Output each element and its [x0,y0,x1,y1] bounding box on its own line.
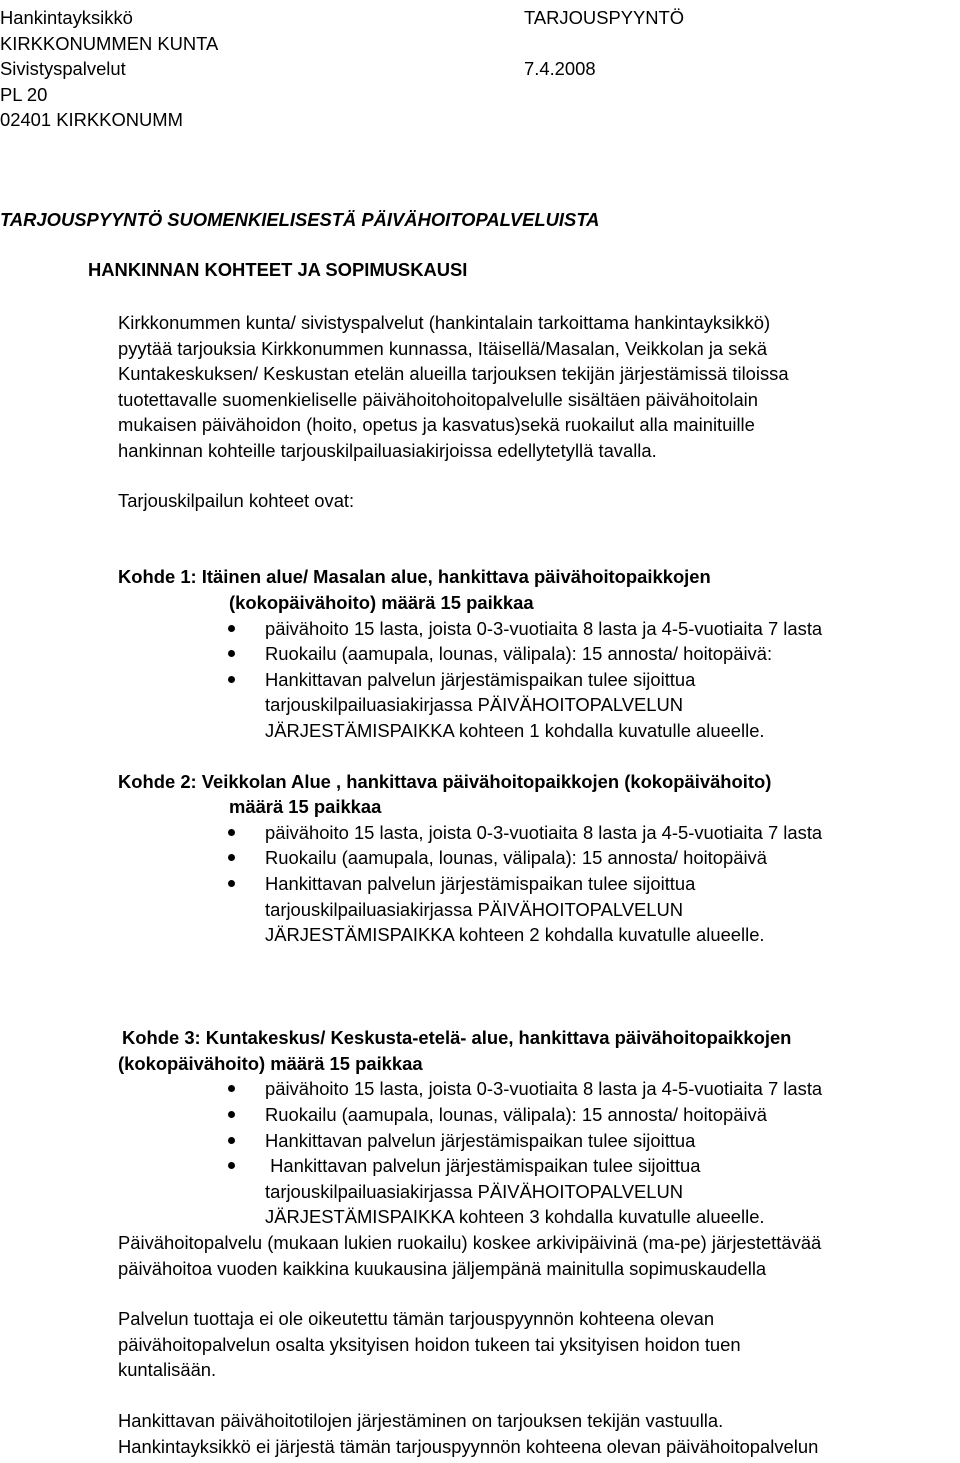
list-item-cont: tarjouskilpailuasiakirjassa PÄIVÄHOITOPALVELUN [265,1181,684,1202]
list-item-cont: JÄRJESTÄMISPAIKKA kohteen 2 kohdalla kuvatulle alueelle. [265,924,765,945]
paragraph-line: kuntalisään. [118,1359,217,1380]
paragraph-line: Hankintayksikkö ei järjestä tämän tarjouspyynnön kohteena olevan päivähoitopalvelun [118,1435,819,1457]
section-heading: HANKINNAN KOHTEET JA SOPIMUSKAUSI [88,259,468,280]
intro-line: hankinnan kohteille tarjouskilpailuasiakirjoissa edellytetyllä tavalla. [118,439,657,461]
intro-paragraph [118,310,789,463]
kohde3-heading: Kohde 3: Kuntakeskus/ Keskusta-etelä- alue, hankittava päivähoitopaikkojen [122,1027,792,1048]
premises-paragraph [118,1408,818,1459]
service-days-paragraph [118,1230,821,1281]
header-department: Sivistyspalvelut [0,58,126,79]
list-item: Hankittavan palvelun järjestämispaikan tulee sijoittua [265,871,695,897]
list-item: Hankittavan palvelun järjestämispaikan tulee sijoittua [265,1128,695,1154]
paragraph-line: päivähoitoa vuoden kaikkina kuukausina jäljempänä mainitulla sopimuskaudella [118,1257,767,1279]
kohde3-heading-cont: (kokopäivähoito) määrä 15 paikkaa [118,1053,423,1074]
intro-line: Kirkkonummen kunta/ sivistyspalvelut (hankintalain tarkoittama hankintayksikkö) [118,312,771,333]
document-title: TARJOUSPYYNTÖ SUOMENKIELISESTÄ PÄIVÄHOITOPALVELUISTA [0,209,600,230]
header-unit-label: Hankintayksikkö [0,7,133,28]
document-type: TARJOUSPYYNTÖ [524,7,685,28]
list-item: Ruokailu (aamupala, lounas, välipala): 15 annosta/ hoitopäivä [265,845,767,871]
targets-intro: Tarjouskilpailun kohteet ovat: [118,490,355,511]
list-item: päivähoito 15 lasta, joista 0-3-vuotiaita 8 lasta ja 4-5-vuotiaita 7 lasta [265,820,822,846]
intro-line: Kuntakeskuksen/ Keskustan etelän alueilla tarjouksen tekijän järjestämissä tiloissa [118,363,789,384]
paragraph-line: Päivähoitopalvelu (mukaan lukien ruokailu) koskee arkivipäivinä (ma-pe) järjestettävää [118,1232,822,1253]
list-item-cont: tarjouskilpailuasiakirjassa PÄIVÄHOITOPALVELUN [265,694,684,715]
intro-line: tuotettavalle suomenkieliselle päivähoitohoitopalvelulle sisältäen päivähoitolain [118,388,758,410]
intro-line: mukaisen päivähoidon (hoito, opetus ja kasvatus)sekä ruokailut alla mainituille [118,414,755,435]
kohde2-heading: Kohde 2: Veikkolan Alue , hankittava päivähoitopaikkojen (kokopäivähoito) [118,771,772,792]
header-organization: KIRKKONUMMEN KUNTA [0,33,219,54]
document-date: 7.4.2008 [524,58,596,79]
kohde1-heading-cont: (kokopäivähoito) määrä 15 paikkaa [229,592,534,613]
list-item: Ruokailu (aamupala, lounas, välipala): 15 annosta/ hoitopäivä [265,1102,767,1128]
list-item: Hankittavan palvelun järjestämispaikan tulee sijoittua [265,1153,701,1179]
list-item: päivähoito 15 lasta, joista 0-3-vuotiaita 8 lasta ja 4-5-vuotiaita 7 lasta [265,616,822,642]
header-postal-address: 02401 KIRKKONUMM [0,109,183,130]
list-item-cont: tarjouskilpailuasiakirjassa PÄIVÄHOITOPALVELUN [265,899,684,920]
intro-line: pyytää tarjouksia Kirkkonummen kunnassa, Itäisellä/Masalan, Veikkolan ja sekä [118,337,768,359]
list-item-cont: JÄRJESTÄMISPAIKKA kohteen 1 kohdalla kuvatulle alueelle. [265,720,765,741]
header-po-box: PL 20 [0,84,48,105]
paragraph-line: Hankittavan päivähoitotilojen järjestäminen on tarjouksen tekijän vastuulla. [118,1410,724,1431]
list-item: Hankittavan palvelun järjestämispaikan tulee sijoittua [265,667,695,693]
list-item: päivähoito 15 lasta, joista 0-3-vuotiaita 8 lasta ja 4-5-vuotiaita 7 lasta [265,1076,822,1102]
subsidy-paragraph [118,1306,741,1383]
kohde2-heading-cont: määrä 15 paikkaa [229,796,382,817]
paragraph-line: päivähoitopalvelun osalta yksityisen hoidon tukeen tai yksityisen hoidon tuen [118,1333,741,1355]
paragraph-line: Palvelun tuottaja ei ole oikeutettu tämän tarjouspyynnön kohteena olevan [118,1308,715,1329]
list-item: Ruokailu (aamupala, lounas, välipala): 15 annosta/ hoitopäivä: [265,641,772,667]
list-item-cont: JÄRJESTÄMISPAIKKA kohteen 3 kohdalla kuvatulle alueelle. [265,1206,765,1227]
kohde1-heading: Kohde 1: Itäinen alue/ Masalan alue, hankittava päivähoitopaikkojen [118,566,711,587]
